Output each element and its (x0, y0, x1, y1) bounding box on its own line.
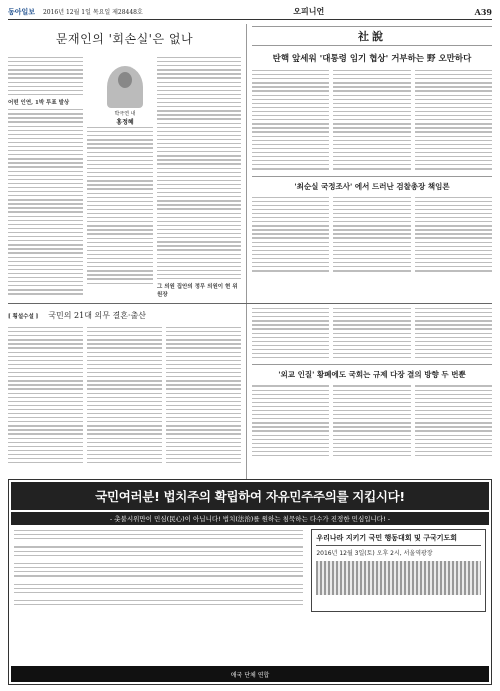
ad-bullet (14, 563, 303, 577)
page-header (8, 6, 492, 20)
column-text-col-1 (8, 57, 83, 301)
author-name: 홍정혜 (116, 119, 134, 126)
masthead: 동아일보 (8, 7, 36, 16)
rally-date: 2016년 12월 3일(토) 오후 2시, 서울역광장 (316, 545, 481, 557)
mid-right-body-bottom (252, 385, 492, 456)
editorial-title: 탄핵 앞세워 '대통령 임기 협상' 거부하는 野 오만하다 (272, 54, 472, 64)
editorial-second-body (252, 197, 492, 272)
rally-announcement (311, 529, 486, 612)
ad-title: 국민여러분! 법치주의 확립하여 자유민주주의를 지킵시다! (11, 482, 489, 510)
rally-title: 우리나라 지키기 국민 행동대회 및 구국기도회 (316, 534, 458, 542)
editorial-body (252, 70, 492, 170)
editorial-section (247, 24, 492, 303)
column-text-col-3 (157, 57, 241, 301)
page-number: A39 (474, 7, 492, 17)
ad-bullet (14, 530, 303, 539)
ad-bullet (14, 584, 303, 593)
ad-body (9, 525, 491, 616)
mid-left-body (8, 327, 241, 463)
editorial-second-title: '최순실 국정조사' 에서 드러난 검찰총장 책임론 (252, 176, 492, 192)
column-headline: 문재인의 '회손실'은 없나 (55, 32, 194, 46)
editorial-tag: 社說 (252, 26, 492, 46)
ad-subtitle: - 촛불시위만이 민심(民心)이 아닙니다! 법치(法治)를 원하는 침묵하는 다수가 진정한 민심입니다! - (11, 512, 489, 525)
column-subhead: 어떤 인연, 1박 투표 발상 (8, 100, 70, 107)
top-section (8, 24, 492, 303)
mid-right-body-top (252, 308, 492, 358)
column-label: [ 횡설수설 ] (8, 314, 39, 320)
mid-right-column (247, 304, 492, 480)
rally-details-block (316, 561, 481, 595)
issue-date: 2016년 12월 1일 목요일 제28448호 (42, 9, 143, 16)
mid-left-title: 국민의 21대 의무 결혼·출산 (48, 311, 146, 320)
ad-bullet (14, 546, 303, 555)
ad-bullet-list (14, 529, 303, 612)
section-title: 오피니언 (293, 6, 325, 16)
author-title: 박극연 내 (114, 111, 136, 117)
column-footer-note: 그 의원 집안의 정무 의원이 현 위원장 (157, 284, 238, 299)
advertisement (8, 479, 492, 685)
middle-section (8, 303, 492, 480)
ad-bullet (14, 600, 303, 605)
editorial-third-title: '외교 인질' 황폐에도 국회는 규제 다장 결의 방향 두 번뿐 (252, 364, 492, 380)
author-photo (107, 66, 143, 108)
ad-footer: 애국 단체 연합 (11, 666, 489, 682)
opinion-column (8, 24, 247, 303)
column-byline (94, 64, 156, 126)
mid-left-column (8, 304, 247, 480)
